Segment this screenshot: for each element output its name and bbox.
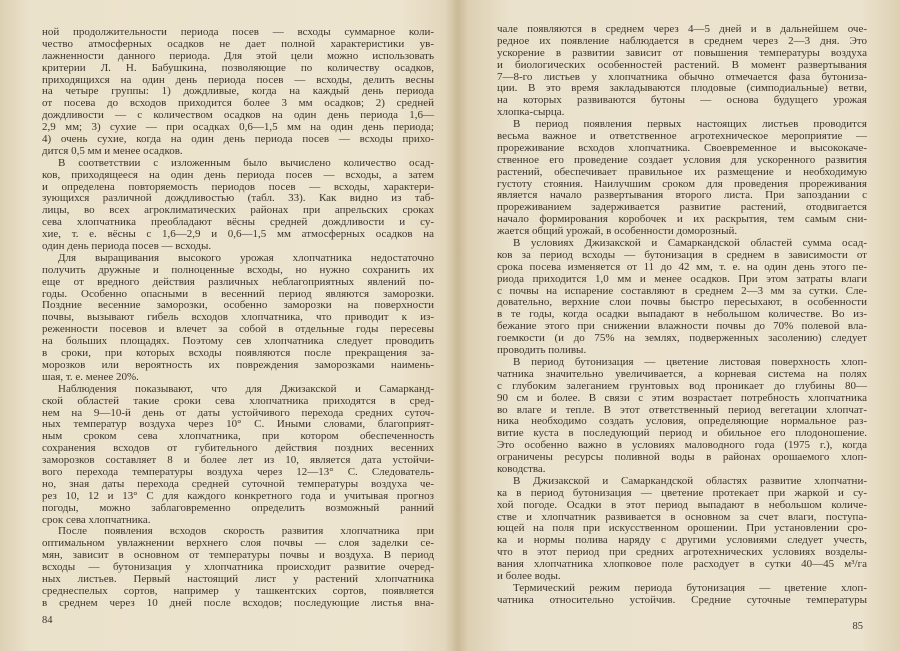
text-line: 90 см и более. В связи с этим возрастает потребность хлопчатника	[497, 391, 867, 404]
paragraph	[42, 526, 434, 609]
page-number: 84	[42, 615, 53, 626]
text-line: весьма важное и ответственное агротехническое мероприятие —	[497, 130, 867, 143]
text-line: ных температур воздуха через 10° С. Иными словами, благоприят-	[42, 418, 434, 431]
text-line: сева хлопчатника преобладают вёсны средней дождливости и су-	[42, 216, 434, 229]
text-line: всходы — бутонизация у хлопчатника происходит развитие очеред-	[42, 561, 434, 574]
text-line: ции. В это время закладываются плодовые (симподиальные) ветви,	[497, 82, 867, 95]
text-line: витие куста в последующий период и обильное его плодоношение.	[497, 427, 867, 440]
text-line: и более воды.	[497, 569, 561, 582]
text-line: гоемкости (и до 75% на землях, подверженных засолению) следует	[497, 332, 867, 345]
text-line: является начало развертывания второго листа. При запоздании с	[497, 189, 867, 202]
text-line: срок сева хлопчатника.	[42, 513, 151, 526]
text-line: вания хлопчатника хлопковое поле расходует в сутки 40—45 м³/га	[497, 558, 867, 571]
left-page	[42, 0, 434, 651]
text-line: от посева до всходов приходится более 3 мм осадков; 2) средней	[42, 97, 434, 110]
paragraph	[497, 357, 867, 476]
paragraph	[497, 238, 867, 357]
text-line: ных листьев. Первый настоящий лист у растений хлопчатника	[42, 572, 434, 585]
text-line: прореживанием задерживается развитие растений, отодвигается	[497, 201, 867, 214]
text-line: с глубоким залеганием грунтовых вод проникает до глубины 80—	[497, 379, 867, 392]
text-line: ственное его проведение создает условия для ускоренного развития	[497, 153, 867, 166]
text-line: растений, обеспечивает правильное их размещение и необходимую	[497, 165, 867, 178]
text-line: проводить поливы.	[497, 344, 587, 357]
paragraph	[42, 27, 434, 158]
text-line: сохранения всходов от губительного действия поздних весенних	[42, 442, 434, 455]
text-line: В соответствии с изложенным было вычислено количество осад-	[58, 156, 434, 169]
paragraph	[497, 476, 867, 583]
text-line: среднеспелых сортов, например у ташкентских сортов, появляется	[42, 584, 434, 597]
page-number: 85	[852, 621, 863, 632]
paragraph	[42, 253, 434, 384]
text-line: чество атмосферных осадков не дает полной характеристики ув-	[42, 37, 434, 50]
text-line: бежание этого при снижении влажности почвы до 70% полевой вла-	[497, 320, 867, 333]
paragraph	[497, 583, 867, 607]
text-line: довательно, верхние слои почвы быстро пересыхают, в особенности	[497, 296, 867, 309]
text-line: заморозков составляет 8 и более лет из 10, является дата устойчи-	[42, 454, 434, 467]
text-line: с почвы на испарение составляют в среднем 2—3 мм за сутки. Сле-	[497, 284, 867, 297]
text-line: в те годы, когда осадки выпадают в небольшом количестве. Во из-	[497, 308, 867, 321]
left-page-text	[42, 27, 434, 610]
text-line: 2,9 мм; 3) сухие — при осадках 0,6—1,5 мм на один день периода;	[42, 121, 434, 134]
text-line: ководства.	[497, 462, 546, 475]
text-line: прореживание всходов хлопчатника. Своевременное и высококаче-	[497, 141, 867, 154]
text-line: на которых развиваются бутоны — основа будущего урожая	[497, 94, 867, 107]
text-line: хой погоде. Осадки в этот период выпадают в небольшом количе-	[497, 498, 867, 511]
paragraph	[42, 158, 434, 253]
text-line: нем на 9—10-й день от даты устойчивого перехода средних суточ-	[42, 406, 434, 419]
text-line: рез 10, 12 и 13° С для каждого конкретного года и учитывая прогноз	[42, 489, 434, 502]
text-line: Термический режим периода бутонизация — цветение хлоп-	[513, 581, 867, 594]
text-line: во влаге и тепле. В этот ответственный период вегетации хлопчат-	[497, 403, 867, 416]
text-line: мян, зависит в основном от температуры почвы и воздуха. В период	[42, 549, 434, 562]
text-line: в среднем через 10 дней после всходов; последующие листья вна-	[42, 596, 434, 609]
text-line: После появления всходов скорость развития хлопчатника при	[58, 525, 434, 538]
text-line: жается общий урожай, в особенности доморозный.	[497, 225, 738, 238]
text-line: ным сроком сева хлопчатника, при котором обеспеченность	[42, 430, 434, 443]
text-line: и биологических особенностей растений. В момент развертывания	[497, 58, 867, 71]
text-line: 4) очень сухие, когда на один день периода посев — всходы прихо-	[42, 133, 434, 146]
text-line: но, зная даты перехода средней суточной температуры воздуха че-	[42, 477, 434, 490]
text-line: ков за период всходы — бутонизация в среднем в зависимости от	[497, 248, 867, 261]
text-line: Для выращивания высокого урожая хлопчатника недостаточно	[58, 251, 434, 264]
text-line: срока посева изменяется от 11 до 42 мм, т. е. на один день этого пе-	[497, 260, 867, 273]
text-line: вого перехода температуры воздуха через 12—13° С. Следователь-	[42, 465, 434, 478]
text-line: годы. Особенно опасными в весенний период являются заморозки.	[42, 287, 434, 300]
text-line: ской областей такие сроки сева хлопчатника приходятся в сред-	[42, 394, 434, 407]
text-line: начало формирования коробочек и их раскрытия, тем самым сни-	[497, 213, 867, 226]
text-line: Это особенно важно в условиях маловодного года (1975 г.), когда	[497, 439, 867, 452]
text-line: лажненности данного периода. Для этой цели можно использовать	[42, 49, 434, 62]
text-line: лицы, во всех агроклиматических районах при апрельских сроках	[42, 204, 434, 217]
text-line: реженности посевов и влечет за собой в отдельные годы пересевы	[42, 323, 434, 336]
text-line: ков, приходящееся на один день периода посев — всходы, а затем	[42, 168, 434, 181]
paragraph	[497, 24, 867, 119]
text-line: ника необходимо создать условия, определяющие нормальное раз-	[497, 415, 867, 428]
text-line: дождливости — с количеством осадков на один день периода 1,6—	[42, 109, 434, 122]
text-line: В Джизакской и Самаркандской областях развитие хлопчатни-	[513, 474, 867, 487]
text-line: хие, т. е. вёсны с 1,6—2,9 и 0,6—1,5 мм атмосферных осадков на	[42, 228, 434, 241]
text-line: чатника значительно увеличивается, а корневая система на полях	[497, 367, 867, 380]
text-line: зующихся различной дождливостью (табл. 33). Как видно из таб-	[42, 192, 434, 205]
text-line: морозков или вероятность их повреждения заморозками наимень-	[42, 358, 434, 371]
text-line: получить дружные и полноценные всходы, но нужно сохранить их	[42, 263, 434, 276]
text-line: на больших площадях. Поэтому сев хлопчатника следует проводить	[42, 335, 434, 348]
text-line: 7—8-го листьев у хлопчатника обычно отмечается фаза бутониза-	[497, 70, 867, 83]
text-line: стве и хлопчатник развивается в основном за счет влаги, поступа-	[497, 510, 867, 523]
text-line: ограничены ресурсы поливной воды в районах орошаемого хлоп-	[497, 451, 867, 464]
text-line: приходящихся на один день периода посев — всходы, делить весны	[42, 73, 434, 86]
text-line: ной продолжительности периода посев — всходы суммарное коли-	[42, 26, 434, 38]
right-page-text	[497, 24, 867, 607]
text-line: погоды, можно заблаговременно определить возможный ранний	[42, 501, 434, 514]
text-line: в сроки, при которых всходы появляются после прекращения за-	[42, 347, 434, 360]
text-line: шая, т. е. менее 20%.	[42, 370, 139, 383]
text-line: критерии Л. Н. Бабушкина, позволяющие по количеству осадков,	[42, 61, 434, 74]
text-line: что в этот период при средних агротехнических условиях возделы-	[497, 546, 867, 559]
text-line: оптимальном увлажнении верхнего слоя почвы — слоя заделки се-	[42, 537, 434, 550]
text-line: ускорение в развитии зависит от повышения температуры воздуха	[497, 46, 867, 59]
paragraph	[497, 119, 867, 238]
text-line: почвы, вызывают гибель всходов хлопчатника, что приводит к из-	[42, 311, 434, 324]
text-line: ка в период бутонизация — цветение протекает при жаркой и су-	[497, 486, 867, 499]
paragraph	[42, 384, 434, 527]
text-line: Наблюдения показывают, что для Джизакской и Самарканд-	[58, 382, 434, 395]
text-line: дится 0,5 мм и менее осадков.	[42, 144, 183, 157]
right-page	[497, 0, 867, 651]
text-line: ющей на поля при искусственном орошении. При установлении сро-	[497, 522, 867, 535]
text-line: на четыре группы: 1) дождливые, когда на каждый день периода	[42, 85, 434, 98]
text-line: густоту стояния. Наилучшим сроком для проведения прореживания	[497, 177, 867, 190]
text-line: и определена повторяемость периодов посев — всходы, характери-	[42, 180, 434, 193]
text-line: один день периода посев — всходы.	[42, 240, 212, 253]
text-line: хлопка-сырца.	[497, 106, 565, 119]
text-line: В период появления первых настоящих листьев проводится	[513, 118, 867, 131]
text-line: еще от вредного действия различных неблагоприятных явлений по-	[42, 275, 434, 288]
text-line: Поздние весенние заморозки, особенно заморозки на поверхности	[42, 299, 434, 312]
text-line: редное их появление наблюдается в среднем через 2—3 дня. Это	[497, 34, 867, 47]
text-line: риода приходится 1,0 мм и менее осадков. При этом затраты влаги	[497, 272, 867, 285]
text-line: чатника относительно устойчив. Средние суточные температуры	[497, 593, 867, 606]
text-line: ка и нормы полива наряду с другими условиями следует учесть,	[497, 534, 867, 547]
text-line: В период бутонизация — цветение листовая поверхность хлоп-	[513, 355, 867, 368]
text-line: В условиях Джизакской и Самаркандской областей сумма осад-	[513, 237, 867, 250]
text-line: чале появляются в среднем через 4—5 дней и в дальнейшем оче-	[497, 23, 867, 35]
